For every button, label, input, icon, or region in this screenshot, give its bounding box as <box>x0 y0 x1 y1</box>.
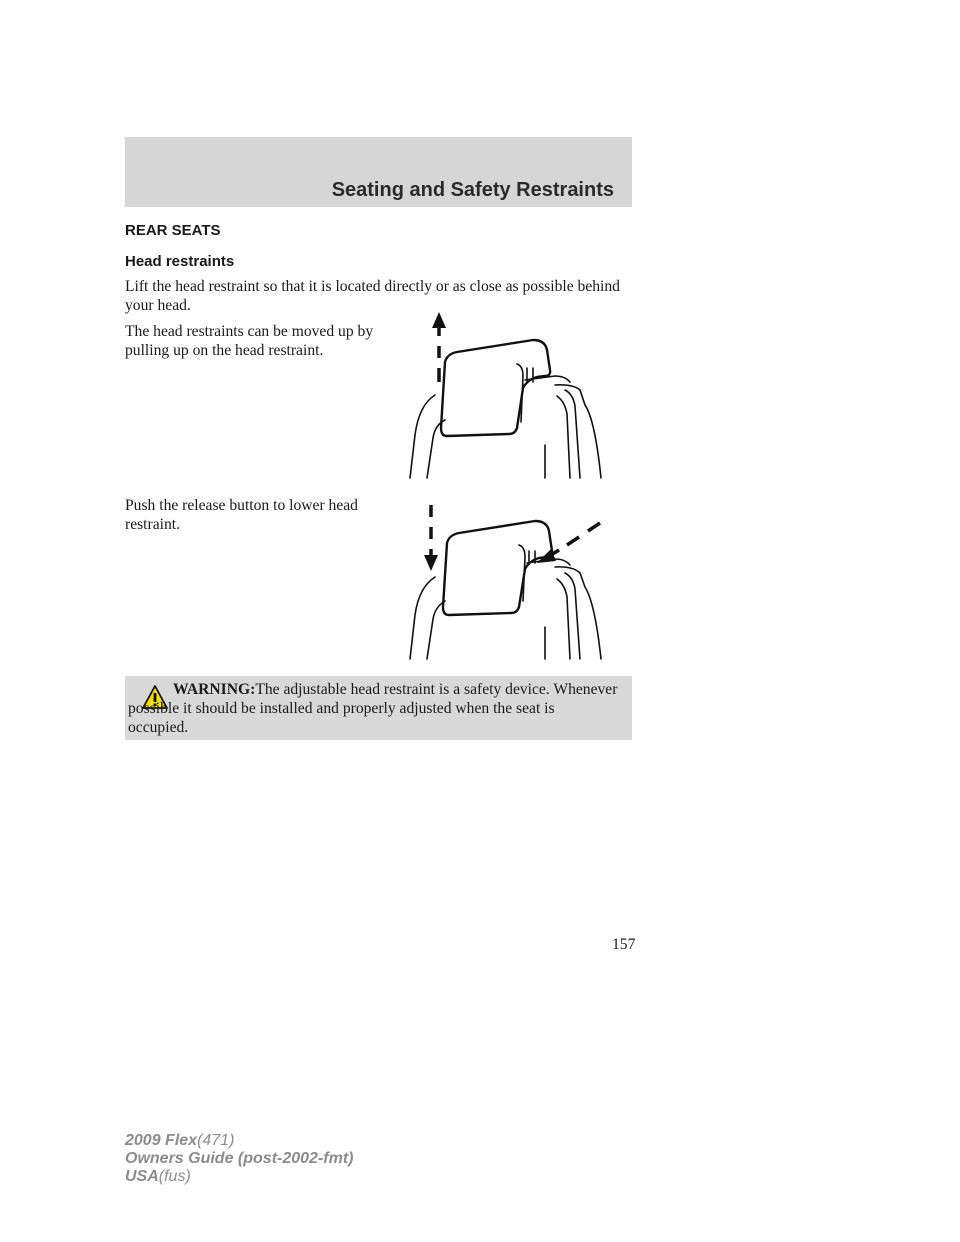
warning-label: WARNING: <box>173 681 256 698</box>
chapter-title: Seating and Safety Restraints <box>331 179 614 201</box>
footer-model: 2009 Flex <box>125 1132 198 1149</box>
raise-paragraph: The head restraints can be moved up by pulling up on the head restraint. <box>125 323 374 359</box>
section-title: REAR SEATS <box>125 222 221 239</box>
footer-line-model <box>125 1132 353 1150</box>
warning-box <box>125 676 632 740</box>
footer-market-code: (fus) <box>158 1168 191 1185</box>
document-footer <box>125 1132 353 1186</box>
head-restraint-up-illustration <box>405 310 615 482</box>
footer-model-code: (471) <box>197 1132 235 1149</box>
subsection-title: Head restraints <box>125 253 235 270</box>
intro-paragraph: Lift the head restraint so that it is located directly or as close as possible behind your head. <box>125 278 620 314</box>
footer-line-market <box>125 1168 353 1186</box>
warning-text-block <box>128 680 618 737</box>
footer-line-guide <box>125 1150 353 1168</box>
lower-paragraph: Push the release button to lower head restraint. <box>125 497 358 533</box>
head-restraint-down-illustration <box>405 495 615 663</box>
footer-guide: Owners Guide (post-2002-fmt) <box>125 1150 354 1167</box>
page-number: 157 <box>612 936 636 953</box>
chapter-header-band <box>125 137 632 207</box>
footer-market: USA <box>125 1168 159 1185</box>
warning-message: The adjustable head restraint is a safety device. Whenever possible it should be installed and properly adjusted when the seat is occupied. <box>128 681 618 736</box>
